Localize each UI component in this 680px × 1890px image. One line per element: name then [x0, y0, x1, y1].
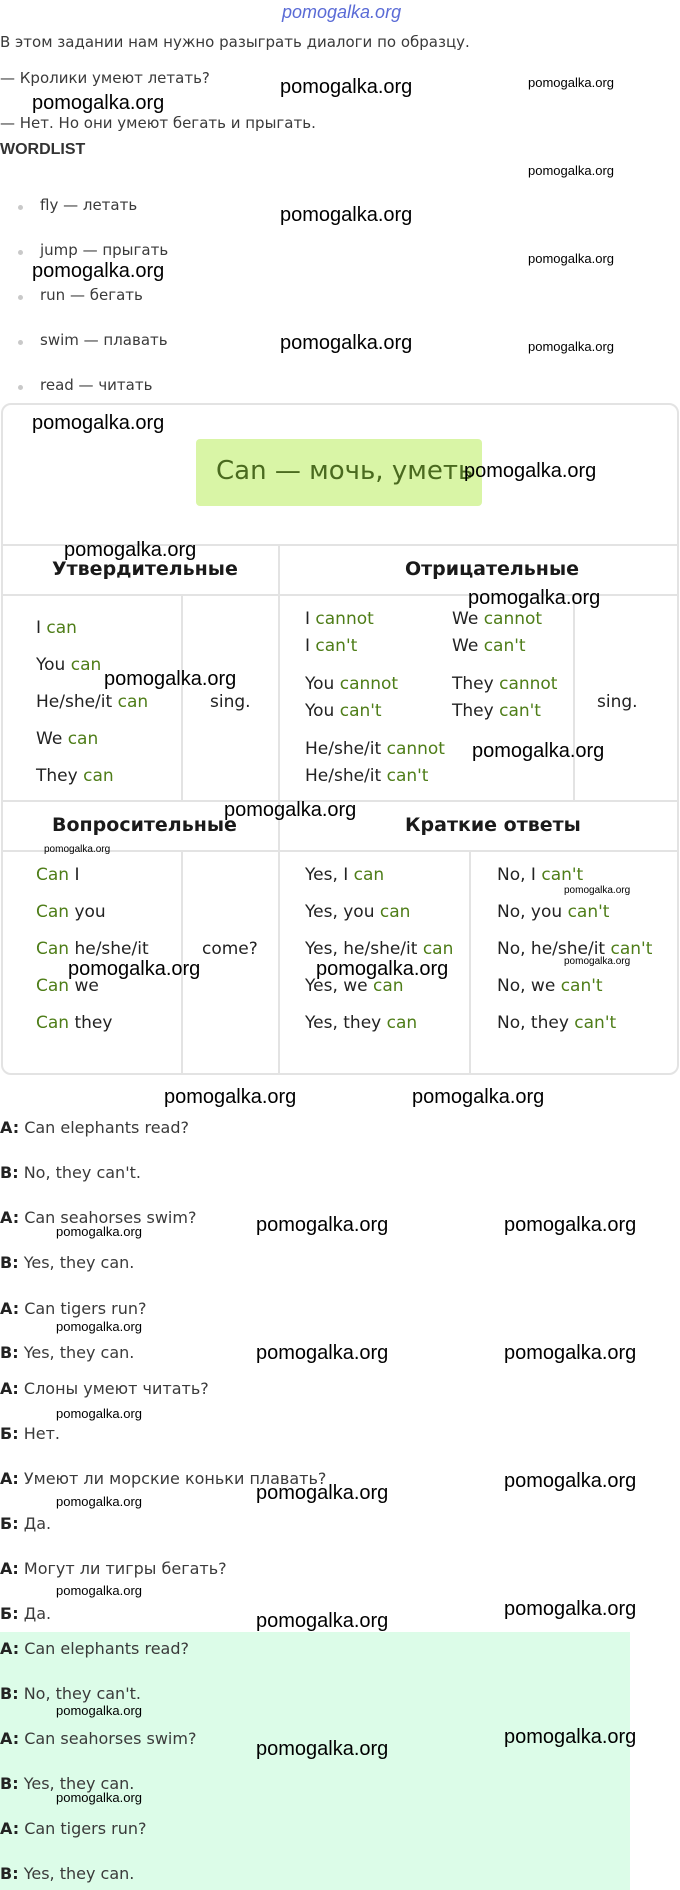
- watermark: pomogalka.org: [56, 1703, 142, 1718]
- answer-line: B: Yes, they can.: [0, 1774, 135, 1793]
- watermark: pomogalka.org: [528, 163, 614, 178]
- dialogue-line: A: Can elephants read?: [0, 1118, 189, 1137]
- dialogue-line: A: Can tigers run?: [0, 1299, 147, 1318]
- negative-heading: Отрицательные: [405, 558, 580, 580]
- watermark: pomogalka.org: [256, 1342, 389, 1364]
- watermark: pomogalka.org: [32, 412, 165, 434]
- watermark: pomogalka.org: [104, 668, 237, 690]
- short-answer-yes: Yes, they can: [305, 1013, 418, 1033]
- watermark: pomogalka.org: [528, 339, 614, 354]
- watermark: pomogalka.org: [472, 740, 605, 762]
- short-answer-yes: Yes, you can: [305, 902, 411, 922]
- dialogue-line: B: Yes, they can.: [0, 1253, 135, 1272]
- watermark: pomogalka.org: [256, 1610, 389, 1632]
- dialogue-line: Б: Да.: [0, 1604, 52, 1623]
- divider: [573, 594, 575, 800]
- grammar-title: Can — мочь, уметь: [216, 456, 474, 486]
- answer-line: A: Can seahorses swim?: [0, 1729, 197, 1748]
- dialogue-line: B: Yes, they can.: [0, 1343, 135, 1362]
- wordlist-item: run — бегать: [40, 286, 143, 304]
- bullet-icon: [18, 295, 23, 300]
- affirmative-row: I can: [36, 618, 77, 638]
- short-answer-no: No, he/she/it can't: [497, 939, 653, 959]
- dialogue-line: A: Can seahorses swim?: [0, 1208, 197, 1227]
- affirmative-row: We can: [36, 729, 99, 749]
- negative-row: I cannot: [305, 609, 374, 629]
- dialogue-line: А: Слоны умеют читать?: [0, 1379, 209, 1398]
- affirmative-main-verb: sing.: [210, 692, 251, 712]
- negative-row: You cannot: [305, 674, 399, 694]
- watermark: pomogalka.org: [56, 1406, 142, 1421]
- watermark: pomogalka.org: [32, 92, 165, 114]
- negative-row: He/she/it cannot: [305, 739, 445, 759]
- affirmative-heading: Утвердительные: [52, 558, 238, 580]
- watermark: pomogalka.org: [564, 956, 631, 967]
- affirmative-row: He/she/it can: [36, 692, 149, 712]
- affirmative-row: They can: [36, 766, 114, 786]
- watermark: pomogalka.org: [256, 1214, 389, 1236]
- watermark: pomogalka.org: [32, 260, 165, 282]
- watermark: pomogalka.org: [44, 844, 111, 855]
- watermark: pomogalka.org: [56, 1224, 142, 1239]
- watermark: pomogalka.org: [56, 1790, 142, 1805]
- dialogue-line: B: No, they can't.: [0, 1163, 141, 1182]
- watermark: pomogalka.org: [504, 1470, 637, 1492]
- bullet-icon: [18, 250, 23, 255]
- dialogue-line: А: Умеют ли морские коньки плавать?: [0, 1469, 327, 1488]
- questions-heading: Вопросительные: [52, 814, 237, 836]
- watermark: pomogalka.org: [504, 1598, 637, 1620]
- dialogue-line: Б: Нет.: [0, 1424, 60, 1443]
- wordlist-item: fly — летать: [40, 196, 138, 214]
- watermark: pomogalka.org: [224, 799, 357, 821]
- question-row: Can they: [36, 1013, 113, 1033]
- question-main-verb: come?: [202, 939, 258, 959]
- wordlist-item: jump — прыгать: [40, 241, 169, 259]
- example-question: — Кролики умеют летать?: [0, 69, 210, 87]
- answer-block: [0, 1632, 630, 1890]
- answer-line: A: Can elephants read?: [0, 1639, 189, 1658]
- watermark: pomogalka.org: [528, 251, 614, 266]
- wordlist-item: read — читать: [40, 376, 153, 394]
- watermark: pomogalka.org: [468, 587, 601, 609]
- watermark: pomogalka.org: [504, 1726, 637, 1748]
- question-row: Can you: [36, 902, 106, 922]
- watermark: pomogalka.org: [256, 1738, 389, 1760]
- negative-row: They can't: [452, 701, 541, 721]
- example-answer: — Нет. Но они умеют бегать и прыгать.: [0, 114, 316, 132]
- question-row: Can he/she/it: [36, 939, 149, 959]
- negative-main-verb: sing.: [597, 692, 638, 712]
- wordlist-title: WORDLIST: [0, 141, 86, 158]
- answer-line: A: Can tigers run?: [0, 1819, 147, 1838]
- watermark: pomogalka.org: [56, 1583, 142, 1598]
- watermark: pomogalka.org: [56, 1494, 142, 1509]
- answer-line: B: No, they can't.: [0, 1684, 141, 1703]
- divider: [469, 850, 471, 1075]
- watermark: pomogalka.org: [164, 1086, 297, 1108]
- bullet-icon: [18, 340, 23, 345]
- bullet-icon: [18, 385, 23, 390]
- short-answer-yes: Yes, we can: [305, 976, 404, 996]
- dialogue-line: Б: Да.: [0, 1514, 52, 1533]
- question-row: Can we: [36, 976, 99, 996]
- watermark: pomogalka.org: [528, 75, 614, 90]
- short-answer-no: No, you can't: [497, 902, 610, 922]
- bullet-icon: [18, 205, 23, 210]
- watermark: pomogalka.org: [280, 332, 413, 354]
- task-text: В этом задании нам нужно разыграть диалоги по образцу.: [0, 33, 470, 51]
- watermark: pomogalka.org: [464, 460, 597, 482]
- affirmative-row: You can: [36, 655, 102, 675]
- negative-row: He/she/it can't: [305, 766, 429, 786]
- negative-row: We can't: [452, 636, 526, 656]
- watermark: pomogalka.org: [412, 1086, 545, 1108]
- negative-row: They cannot: [452, 674, 558, 694]
- short-answer-yes: Yes, I can: [305, 865, 385, 885]
- negative-row: We cannot: [452, 609, 543, 629]
- site-logo: pomogalka.org: [282, 2, 402, 22]
- watermark: pomogalka.org: [564, 885, 631, 896]
- short-answer-no: No, they can't: [497, 1013, 617, 1033]
- negative-row: You can't: [305, 701, 382, 721]
- question-row: Can I: [36, 865, 80, 885]
- short-answer-no: No, I can't: [497, 865, 584, 885]
- watermark: pomogalka.org: [316, 958, 449, 980]
- divider: [181, 594, 183, 800]
- wordlist-item: swim — плавать: [40, 331, 168, 349]
- watermark: pomogalka.org: [256, 1482, 389, 1504]
- watermark: pomogalka.org: [504, 1342, 637, 1364]
- short-answers-heading: Краткие ответы: [405, 814, 581, 836]
- watermark: pomogalka.org: [504, 1214, 637, 1236]
- answer-line: B: Yes, they can.: [0, 1864, 135, 1883]
- watermark: pomogalka.org: [64, 539, 197, 561]
- dialogue-line: А: Могут ли тигры бегать?: [0, 1559, 227, 1578]
- short-answer-no: No, we can't: [497, 976, 603, 996]
- short-answer-yes: Yes, he/she/it can: [305, 939, 454, 959]
- negative-row: I can't: [305, 636, 358, 656]
- watermark: pomogalka.org: [280, 76, 413, 98]
- watermark: pomogalka.org: [280, 204, 413, 226]
- watermark: pomogalka.org: [56, 1319, 142, 1334]
- watermark: pomogalka.org: [68, 958, 201, 980]
